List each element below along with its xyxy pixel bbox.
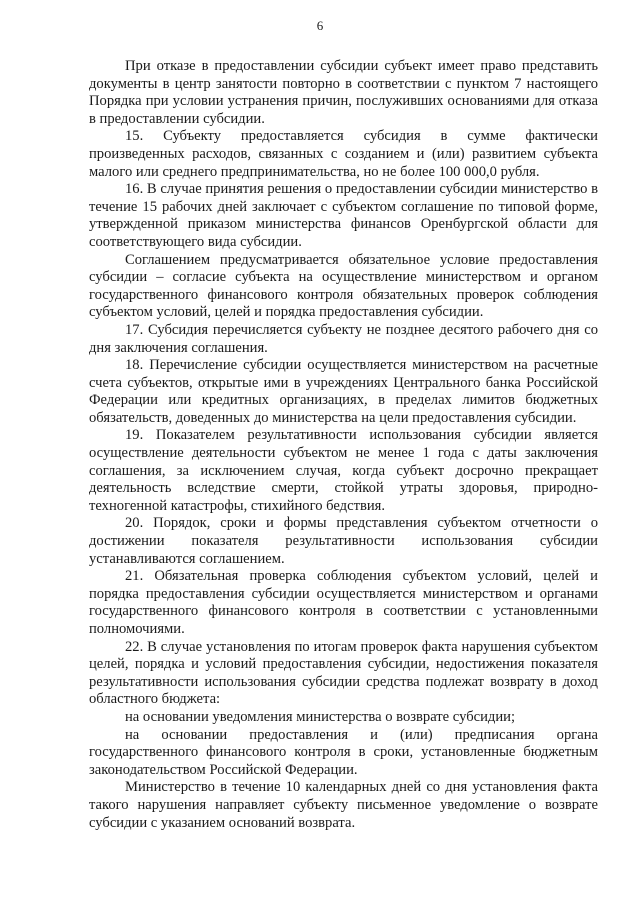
paragraph-refund-basis-notice: на основании уведомления министерства о возврате субсидии; [125,708,516,725]
paragraph-20-reporting: 20. Порядок, сроки и формы представления субъектом отчетности о достижении показателя результативности использования субсидии устанавливаются соглашением. [89,515,598,567]
paragraph-19-performance-indicator: 19. Показателем результативности использования субсидии является осуществление деятельности субъектом не менее 1 года с даты заключения соглашения, за исключением случая, когда субъект досрочно прекращает деятельность вследствие смерти, стойкой утраты здоровья, природно-техногенной катастрофы, стихийного бедствия. [89,427,598,514]
paragraph-18-transfer-accounts: 18. Перечисление субсидии осуществляется министерством на расчетные счета субъектов, открытые ими в учреждениях Центрального банка Российской Федерации или кредитных организациях, в пределах лимитов бюджетных обязательств, доведенных до министерства на цели предоставления субсидии. [89,357,598,426]
page-number: 6 [316,18,324,33]
document-body [89,58,598,832]
paragraph-21-compliance-check: 21. Обязательная проверка соблюдения субъектом условий, целей и порядка предоставления субсидии осуществляется министерством и органами государственного финансового контроля в соответствии с установленными полномочиями. [89,568,598,637]
paragraph-refusal-resubmission: При отказе в предоставлении субсидии субъект имеет право представить документы в центр занятости повторно в соответствии с пунктом 7 настоящего Порядка при условии устранения причин, послуживших основаниями для отказа в предоставлении субсидии. [89,58,598,127]
paragraph-refund-basis-order: на основании предоставления и (или) предписания органа государственного финансового контроля в сроки, установленные бюджетным законодательством Российской Федерации. [89,726,598,778]
paragraph-22-refund: 22. В случае установления по итогам проверок факта нарушения субъектом целей, порядка и условий предоставления субсидии, недостижения показателя результативности использования субсидии средства подлежат возврату в доход областного бюджета: [89,638,598,708]
paragraph-15-subsidy-amount: 15. Субъекту предоставляется субсидия в сумме фактически произведенных расходов, связанных с созданием и (или) развитием субъекта малого или среднего предпринимательства, но не более 100 000,0 рубля. [89,128,598,180]
paragraph-17-transfer-term: 17. Субсидия перечисляется субъекту не позднее десятого рабочего дня со дня заключения соглашения. [89,321,598,356]
paragraph-agreement-condition: Соглашением предусматривается обязательное условие предоставления субсидии – согласие субъекта на осуществление министерством и органом государственного финансового контроля обязательных проверок соблюдения субъектом условий, целей и порядка предоставления субсидии. [89,251,598,321]
paragraph-ministry-notification: Министерство в течение 10 календарных дней со дня установления факта такого нарушения направляет субъекту письменное уведомление о возврате субсидии с указанием оснований возврата. [89,779,598,831]
paragraph-16-agreement: 16. В случае принятия решения о предоставлении субсидии министерство в течение 15 рабочих дней заключает с субъектом соглашение по типовой форме, утвержденной приказом министерства финансов Оренбургской области для соответствующего вида субсидии. [89,181,598,250]
